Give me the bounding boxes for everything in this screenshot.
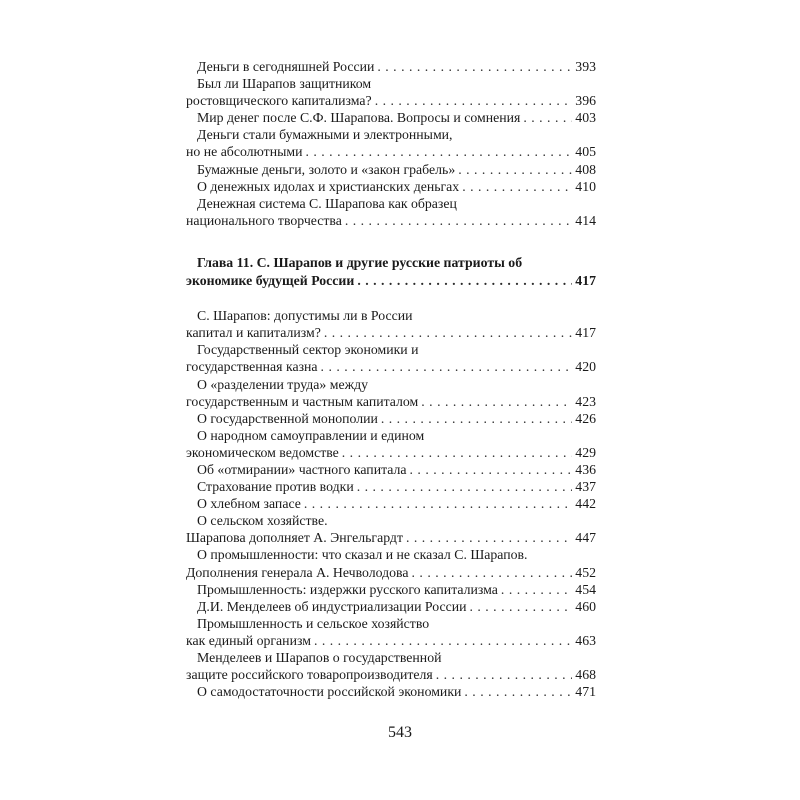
- table-of-contents: [186, 58, 596, 700]
- toc-entry-line: [186, 478, 596, 495]
- toc-entry: [186, 307, 596, 341]
- toc-section-top: [186, 58, 596, 229]
- dot-leader: [377, 58, 572, 75]
- toc-entry-line: [186, 598, 596, 615]
- toc-section-bottom: [186, 307, 596, 700]
- toc-entry: [186, 495, 596, 512]
- toc-entry-line: [186, 307, 596, 324]
- toc-entry-line: [186, 143, 596, 160]
- toc-entry-title: Об «отмирании» частного капитала: [197, 461, 407, 477]
- toc-entry: [186, 126, 596, 160]
- toc-entry-line: [186, 410, 596, 427]
- toc-entry-title: С. Шарапов: допустимы ли в России: [197, 308, 413, 324]
- toc-entry-line: [186, 529, 596, 546]
- toc-entry-title: Был ли Шарапов защитником: [197, 76, 372, 92]
- dot-leader: [324, 324, 572, 341]
- dot-leader: [321, 358, 573, 375]
- toc-entry-page: 442: [575, 496, 596, 512]
- toc-entry-page: 468: [575, 667, 596, 683]
- chapter-heading: [186, 254, 596, 289]
- toc-entry-title: О народном самоуправлении и едином: [197, 427, 425, 443]
- toc-entry-title: О сельском хозяйстве.: [197, 513, 328, 529]
- toc-entry-title: экономике будущей России: [186, 272, 355, 288]
- toc-entry-title: Деньги стали бумажными и электронными,: [197, 127, 453, 143]
- toc-entry-page: 423: [575, 393, 596, 409]
- dot-leader: [357, 478, 573, 495]
- dot-leader: [462, 178, 572, 195]
- toc-entry-line: [186, 666, 596, 683]
- dot-leader: [381, 410, 572, 427]
- toc-entry-title: Менделеев и Шарапов о государственной: [197, 650, 442, 665]
- dot-leader: [375, 92, 573, 109]
- toc-entry: [186, 161, 596, 178]
- toc-entry-line: [186, 581, 596, 598]
- toc-entry: [186, 512, 596, 546]
- toc-entry: [186, 109, 596, 126]
- toc-entry-title: Шарапова дополняет А. Энгельгардт: [186, 530, 403, 546]
- toc-entry-title: Промышленность и сельское хозяйство: [197, 615, 430, 631]
- toc-entry-title: государственным и частным капиталом: [186, 393, 419, 409]
- dot-leader: [410, 461, 573, 478]
- dot-leader: [523, 109, 572, 126]
- toc-entry-title: Страхование против водки: [197, 479, 354, 495]
- toc-entry-line: [186, 649, 596, 666]
- toc-entry-line: [186, 546, 596, 563]
- toc-entry-title: Денежная система С. Шарапова как образец: [197, 195, 457, 211]
- toc-entry: [186, 478, 596, 495]
- section-gap: [186, 289, 596, 307]
- toc-entry-page: 403: [575, 110, 596, 126]
- toc-entry-title: Дополнения генерала А. Нечволодова: [186, 564, 409, 580]
- toc-entry-page: 417: [575, 272, 596, 288]
- toc-entry-title: О самодостаточности российской экономики: [197, 684, 462, 700]
- toc-entry-page: 452: [575, 564, 596, 580]
- toc-entry-page: 454: [575, 581, 596, 597]
- toc-entry-line: [186, 272, 596, 290]
- toc-entry-line: [186, 212, 596, 229]
- toc-entry-line: [186, 92, 596, 109]
- toc-entry: [186, 615, 596, 649]
- toc-entry-title: Бумажные деньги, золото и «закон грабель»: [197, 161, 456, 177]
- toc-entry-title: ростовщического капитализма?: [186, 93, 372, 109]
- toc-entry: [186, 546, 596, 580]
- toc-entry-line: [186, 254, 596, 272]
- dot-leader: [305, 143, 572, 160]
- toc-entry-page: 393: [575, 59, 596, 74]
- toc-entry-page: 471: [575, 684, 596, 700]
- toc-entry: [186, 427, 596, 461]
- toc-entry-line: [186, 75, 596, 92]
- toc-entry-line: [186, 495, 596, 512]
- toc-entry-line: [186, 358, 596, 375]
- toc-entry-title: О промышленности: что сказал и не сказал С. Шарапов.: [197, 547, 528, 563]
- toc-entry: [186, 195, 596, 229]
- toc-entry-title: национального творчества: [186, 212, 342, 228]
- toc-entry-line: [186, 512, 596, 529]
- toc-entry-page: 410: [575, 178, 596, 194]
- toc-entry: [186, 178, 596, 195]
- toc-entry: [186, 649, 596, 683]
- dot-leader: [357, 272, 572, 290]
- dot-leader: [469, 598, 572, 615]
- toc-entry-line: [186, 161, 596, 178]
- dot-leader: [304, 495, 572, 512]
- toc-entry-line: [186, 109, 596, 126]
- toc-entry-line: [186, 683, 596, 700]
- toc-entry-line: [186, 427, 596, 444]
- toc-entry: [186, 598, 596, 615]
- dot-leader: [412, 564, 573, 581]
- toc-entry-title: Д.И. Менделеев об индустриализации России: [197, 598, 467, 614]
- toc-entry: [186, 376, 596, 410]
- toc-entry-line: [186, 393, 596, 410]
- toc-entry-line: [186, 564, 596, 581]
- toc-entry: [186, 683, 596, 700]
- toc-entry-line: [186, 376, 596, 393]
- toc-entry: [186, 58, 596, 75]
- toc-entry-line: [186, 126, 596, 143]
- toc-entry-page: 414: [575, 212, 596, 228]
- toc-entry-title: Глава 11. С. Шарапов и другие русские патриоты об: [197, 254, 523, 270]
- toc-entry-page: 417: [575, 325, 596, 341]
- toc-entry: [186, 341, 596, 375]
- toc-entry-title: Государственный сектор экономики и: [197, 342, 419, 358]
- toc-entry-line: [186, 444, 596, 461]
- dot-leader: [345, 212, 572, 229]
- toc-entry-page: 437: [575, 479, 596, 495]
- dot-leader: [342, 444, 573, 461]
- toc-entry-title: но не абсолютными: [186, 144, 303, 160]
- toc-entry-page: 426: [575, 410, 596, 426]
- toc-entry: [186, 75, 596, 109]
- toc-entry-title: О государственной монополии: [197, 410, 378, 426]
- toc-entry-title: защите российского товаропроизводителя: [186, 667, 433, 683]
- toc-entry-title: Мир денег после С.Ф. Шарапова. Вопросы и сомнения: [197, 110, 521, 126]
- toc-entry-page: 396: [575, 93, 596, 109]
- dot-leader: [421, 393, 572, 410]
- page-number: 543: [388, 724, 412, 741]
- toc-entry-line: [186, 324, 596, 341]
- toc-entry-page: 429: [575, 444, 596, 460]
- toc-entry: [186, 581, 596, 598]
- toc-entry-title: как единый организм: [186, 632, 311, 648]
- toc-entry-page: 420: [575, 359, 596, 375]
- toc-entry-line: [186, 195, 596, 212]
- toc-entry-line: [186, 615, 596, 632]
- toc-entry-page: 463: [575, 632, 596, 648]
- toc-entry-title: государственная казна: [186, 359, 318, 375]
- toc-entry-title: О «разделении труда» между: [197, 376, 369, 392]
- toc-entry-title: О денежных идолах и христианских деньгах: [197, 178, 460, 194]
- toc-entry-page: 436: [575, 461, 596, 477]
- toc-entry-line: [186, 632, 596, 649]
- toc-entry-page: 408: [575, 161, 596, 177]
- dot-leader: [501, 581, 572, 598]
- toc-entry-line: [186, 58, 596, 75]
- toc-entry-page: 405: [575, 144, 596, 160]
- toc-entry-line: [186, 178, 596, 195]
- toc-entry-title: Промышленность: издержки русского капитализма: [197, 581, 498, 597]
- toc-entry-line: [186, 461, 596, 478]
- toc-entry: [186, 461, 596, 478]
- dot-leader: [464, 683, 572, 700]
- dot-leader: [406, 529, 572, 546]
- toc-entry: [186, 410, 596, 427]
- toc-entry-page: 460: [575, 598, 596, 614]
- dot-leader: [314, 632, 572, 649]
- toc-entry-line: [186, 341, 596, 358]
- toc-entry-title: экономическом ведомстве: [186, 444, 339, 460]
- toc-entry-title: О хлебном запасе: [197, 496, 301, 512]
- dot-leader: [436, 666, 573, 683]
- toc-entry-title: Деньги в сегодняшней России: [197, 59, 375, 74]
- dot-leader: [458, 161, 572, 178]
- chapter-entry: [186, 254, 596, 289]
- toc-entry-page: 447: [575, 530, 596, 546]
- toc-entry-title: капитал и капитализм?: [186, 325, 321, 341]
- section-gap: [186, 229, 596, 254]
